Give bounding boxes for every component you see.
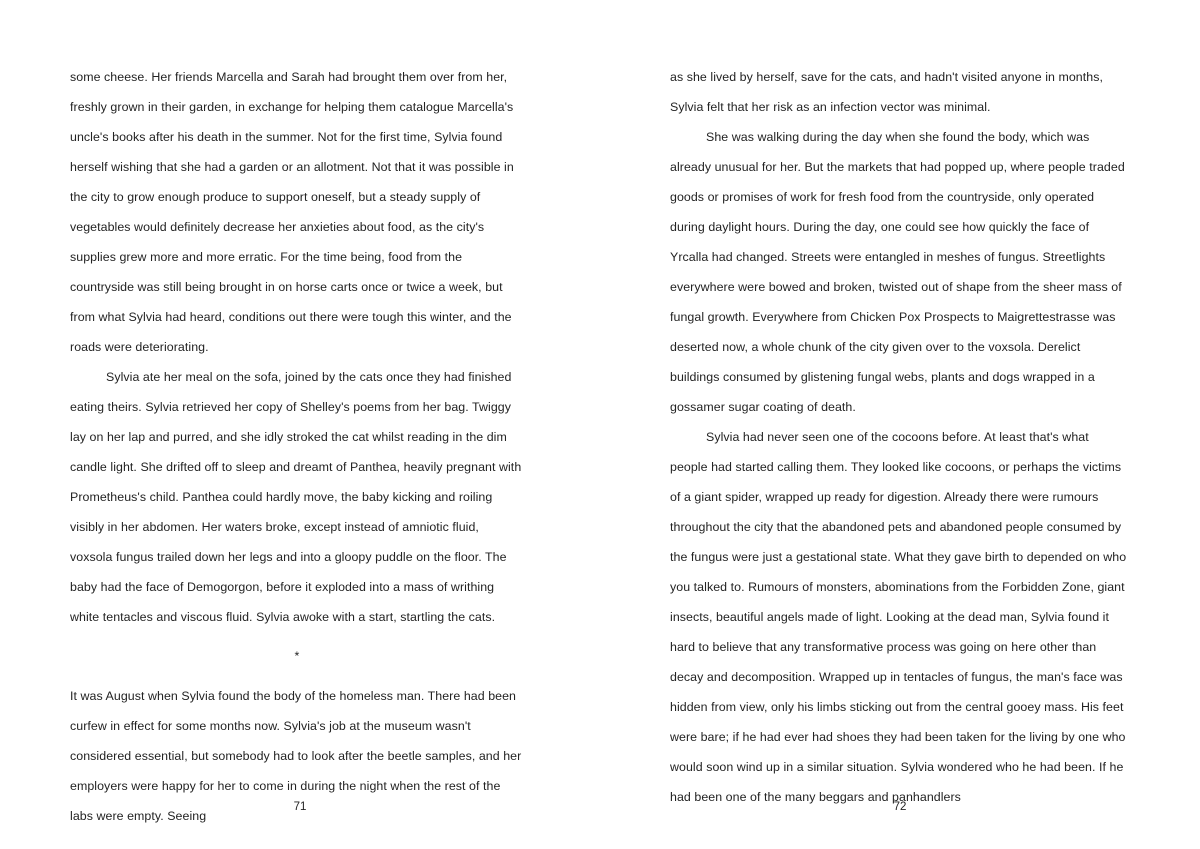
page-number-right: 72 [893, 801, 907, 813]
page-right [600, 0, 1200, 849]
section-break-asterisk: * [294, 649, 300, 663]
paragraph: She was walking during the day when she found the body, which was already unusual for her. But the markets that had popped up, where people traded goods or promises of work for fresh food from the countryside, only operated during daylight hours. During the day, one could see how quickly the face of Yrcalla had changed. Streets were entangled in meshes of fungus. Streetlights everywhere were bowed and broken, twisted out of shape from the sheer mass of fungal growth. Everywhere from Chicken Pox Prospects to Maigrettestrasse was deserted now, a whole chunk of the city given over to the voxsola. Derelict buildings consumed by glistening fungal webs, plants and dogs wrapped in a gossamer sugar coating of death. [670, 130, 1125, 414]
paragraph: It was August when Sylvia found the body of the homeless man. There had been curfew in effect for some months now. Sylvia's job at the museum wasn't considered essential, but somebody had to look after the beetle samples, and her employers were happy for her to come in during the night when the rest of the labs were empty. Seeing [70, 689, 522, 823]
page-left-body [70, 62, 524, 831]
paragraph: as she lived by herself, save for the cats, and hadn't visited anyone in months, Sylvia felt that her risk as an infection vector was minimal. [670, 70, 1103, 114]
paragraph: some cheese. Her friends Marcella and Sarah had brought them over from her, freshly grown in their garden, in exchange for helping them catalogue Marcella's uncle's books after his death in the summer. Not for the first time, Sylvia found herself wishing that she had a garden or an allotment. Not that it was possible in the city to grow enough produce to support oneself, but a steady supply of vegetables would definitely decrease her anxieties about food, as the city's supplies grew more and more erratic. For the time being, food from the countryside was still being brought in on horse carts once or twice a week, but from what Sylvia had heard, conditions out there were tough this winter, and the roads were deteriorating. [70, 70, 514, 354]
page-right-body [670, 62, 1128, 812]
paragraph: Sylvia had never seen one of the cocoons before. At least that's what people had started calling them. They looked like cocoons, or perhaps the victims of a giant spider, wrapped up ready for digestion. Already there were rumours throughout the city that the abandoned pets and abandoned people consumed by the fungus were just a gestational state. What they gave birth to depended on who you talked to. Rumours of monsters, abominations from the Forbidden Zone, giant insects, beautiful angels made of light. Looking at the dead man, Sylvia found it hard to believe that any transformative process was going on here other than decay and decomposition. Wrapped up in tentacles of fungus, the man's face was hidden from view, only his limbs sticking out from the central gooey mass. His feet were bare; if he had ever had shoes they had been taken for the living by one who would soon wind up in a similar situation. Sylvia wondered who he had been. If he had been one of the many beggars and panhandlers [670, 430, 1127, 804]
paragraph: Sylvia ate her meal on the sofa, joined by the cats once they had finished eating theirs. Sylvia retrieved her copy of Shelley's poems from her bag. Twiggy lay on her lap and purred, and she idly stroked the cat whilst reading in the dim candle light. She drifted off to sleep and dreamt of Panthea, heavily pregnant with Prometheus's child. Panthea could hardly move, the baby kicking and roiling visibly in her abdomen. Her waters broke, except instead of amniotic fluid, voxsola fungus trailed down her legs and into a gloopy puddle on the floor. The baby had the face of Demogorgon, before it exploded into a mass of writhing white tentacles and viscous fluid. Sylvia awoke with a start, startling the cats. [70, 370, 522, 624]
page-number-left: 71 [293, 801, 307, 813]
